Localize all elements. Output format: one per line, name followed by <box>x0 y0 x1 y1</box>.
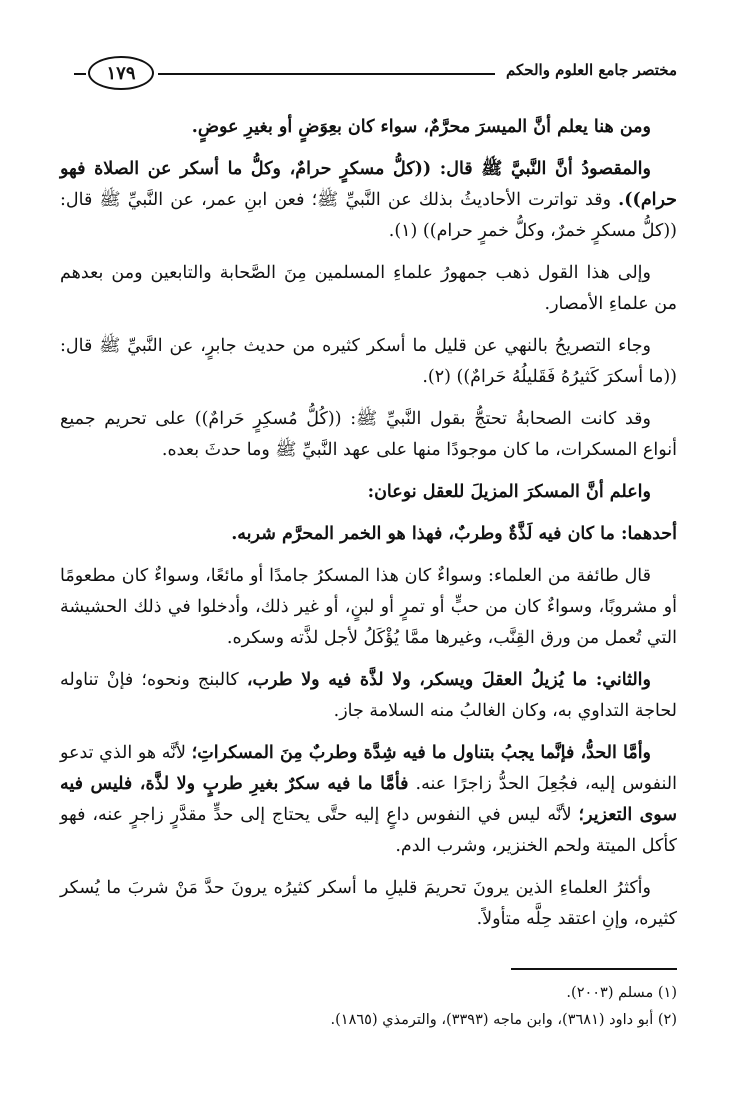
paragraph <box>60 738 677 862</box>
bold-text-segment: واعلم أنَّ المسكرَ المزيلَ للعقل نوعان: <box>367 482 651 502</box>
footnote: (٢) أبو داود (٣٦٨١)، وابن ماجه (٣٣٩٣)، والترمذي (١٨٦٥). <box>330 1012 677 1028</box>
main-text <box>60 112 677 946</box>
paragraph <box>60 873 677 935</box>
paragraph <box>60 561 677 654</box>
text-segment: قال طائفة من العلماء: وسواءٌ كان هذا المسكرُ جامدًا أو مائعًا، وسواءٌ كان مطعومًا أو مشروبًا، وسواءٌ كان من حبٍّ أو تمرٍ أو لبنٍ، أو غير ذلك، وأدخلوا في ذلك الحشيشة التي تُعمل من ورق القِنَّب، وغيرها ممَّا يُؤْكَلُ لأجل لذَّته وسكره. <box>60 566 677 648</box>
text-segment: وجاء التصريحُ بالنهي عن قليل ما أسكر كثيره من حديث جابرٍ، عن النَّبيِّ ﷺ قال: ((ما أسكرَ كَثيرُهُ فَقَليلُهُ حَرامٌ)) (٢). <box>60 336 677 387</box>
text-segment: لأنَّه ليس في النفوس داعٍ إليه حتَّى يحتاج إلى حدٍّ مقدَّرٍ زاجرٍ عنه، فهو كأكل الميتة ولحم الخنزير، وشرب الدم. <box>60 805 677 856</box>
paragraph <box>60 154 677 247</box>
book-title: مختصر جامع العلوم والحكم <box>506 61 677 79</box>
page-number: ١٧٩ <box>88 56 154 90</box>
paragraph <box>60 519 677 550</box>
paragraph <box>60 331 677 393</box>
bold-text-segment: أحدهما: ما كان فيه لَذَّةٌ وطربٌ، فهذا هو الخمر المحرَّم شربه. <box>231 524 677 544</box>
paragraph <box>60 477 677 508</box>
header-rule <box>158 73 495 75</box>
paragraph <box>60 258 677 320</box>
running-header <box>88 54 677 94</box>
bold-text-segment: فأمَّا ما فيه سكرٌ بغيرِ طربٍ ولا لذَّة، فليس فيه سوى التعزير؛ <box>60 774 678 825</box>
footnote: (١) مسلم (٢٠٠٣). <box>566 985 677 1001</box>
text-segment: لأنَّه هو الذي تدعو النفوس إليه، فجُعِلَ الحدُّ زاجرًا عنه. <box>60 743 677 794</box>
paragraph <box>60 112 677 143</box>
paragraph <box>60 404 677 466</box>
header-ornament-tick <box>74 73 86 75</box>
bold-text-segment: ومن هنا يعلم أنَّ الميسرَ محرَّمٌ، سواء كان بعِوَضٍ أو بغيرِ عوضٍ. <box>191 117 651 137</box>
text-segment: وقد كانت الصحابةُ تحتجُّ بقول النَّبيِّ ﷺ: ((كُلُّ مُسكِرٍ حَرامٌ)) على تحريم جميع أنواع المسكرات، ما كان موجودًا منها على عهد النَّبيِّ ﷺ وما حدثَ بعده. <box>60 409 677 460</box>
paragraph <box>60 665 677 727</box>
footnotes <box>60 980 677 1034</box>
bold-text-segment: وأمَّا الحدُّ، فإنَّما يجبُ بتناول ما فيه شِدَّة وطربٌ مِنَ المسكراتِ؛ <box>191 743 652 763</box>
bold-text-segment: والمقصودُ أنَّ النَّبيَّ ﷺ قال: ((كلُّ مسكرٍ حرامٌ، وكلُّ ما أسكر عن الصلاة فهو حرام)). <box>60 159 677 210</box>
footnote-separator <box>511 968 677 970</box>
bold-text-segment: والثاني: ما يُزيلُ العقلَ ويسكر، ولا لذَّة فيه ولا طرب، <box>246 670 651 690</box>
text-segment: كالبنج ونحوه؛ فإنْ تناوله لحاجة التداوي به، وكان الغالبُ منه السلامة جاز. <box>60 670 677 721</box>
text-segment: وأكثرُ العلماءِ الذين يرونَ تحريمَ قليلِ ما أسكر كثيرُه يرونَ حدَّ مَنْ شربَ ما يُسكر كثيره، وإنِ اعتقد حِلَّه متأولاً. <box>60 878 677 929</box>
text-segment: وقد تواترت الأحاديثُ بذلك عن النَّبيِّ ﷺ؛ فعن ابنِ عمر، عن النَّبيِّ ﷺ قال: ((كلُّ مسكرٍ خمرٌ، وكلُّ خمرٍ حرام)) (١). <box>60 190 677 241</box>
text-segment: وإلى هذا القول ذهب جمهورُ علماءِ المسلمين مِنَ الصَّحابة والتابعين ومن بعدهم من علماءِ الأمصار. <box>60 263 677 314</box>
